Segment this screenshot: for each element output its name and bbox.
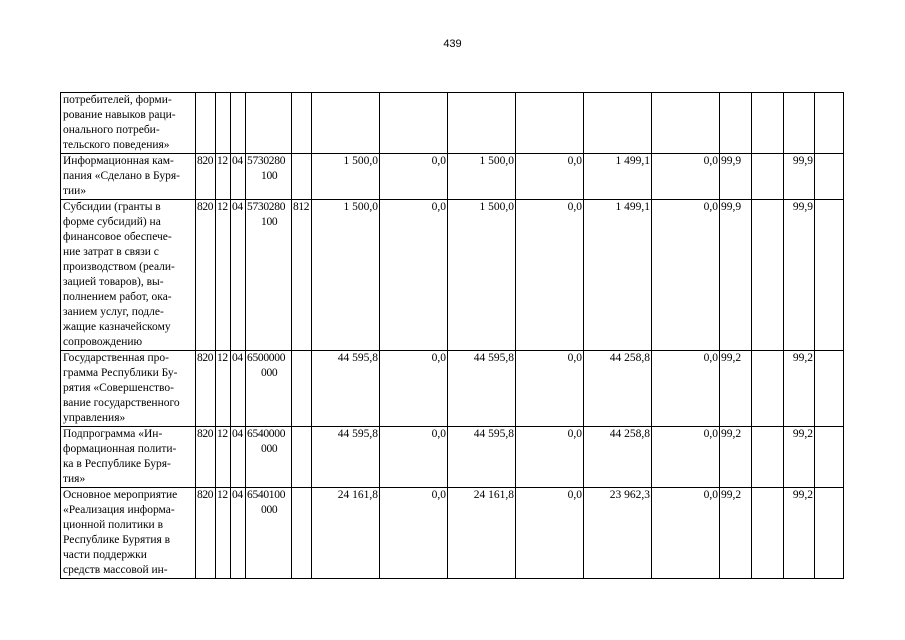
value-cell: 1 500,0 [312,154,380,200]
value-cell: 1 500,0 [448,200,516,351]
row-name-line: вание государственного [63,397,180,409]
table-row [61,488,844,579]
row-name-line: финансовое обеспече- [63,231,172,243]
expense-type-cell [292,427,312,488]
percent-cell: 99,2 [784,351,815,427]
row-name-line: тельского поведения» [63,139,170,151]
row-name-line: управления» [63,412,126,424]
value-cell: 23 962,3 [584,488,652,579]
row-name-line: зацией товаров), вы- [63,276,164,288]
section-cell: 12 [216,154,231,200]
value-cell: 1 499,1 [584,200,652,351]
grbs-cell: 820 [196,427,216,488]
target-article-code-suffix: 000 [261,443,278,455]
value-cell [448,93,516,154]
row-name-line: тия» [63,473,86,485]
percent-cell [784,93,815,154]
target-article-code: 5730280 [247,201,286,213]
percent-cell: 99,2 [720,351,752,427]
percent-cell: 99,9 [720,154,752,200]
expense-type-cell [292,93,312,154]
grbs-cell: 820 [196,488,216,579]
expense-type-cell: 812 [292,200,312,351]
target-article-code: 6540000 [247,428,286,440]
value-cell: 44 595,8 [312,351,380,427]
subsection-cell: 04 [231,351,246,427]
percent-cell [752,93,784,154]
value-cell: 0,0 [652,488,720,579]
row-name-line: средств массовой ин- [63,564,168,576]
value-cell: 0,0 [652,351,720,427]
value-cell: 0,0 [652,154,720,200]
section-cell [216,93,231,154]
value-cell: 0,0 [380,351,448,427]
page-number: 439 [443,38,462,50]
row-name-line: Государственная про- [63,352,170,364]
target-article-code-suffix: 000 [261,504,278,516]
row-name-line: форме субсидий) на [63,216,161,228]
row-name-line: части поддержки [63,549,147,561]
percent-cell [815,488,844,579]
percent-cell [752,351,784,427]
percent-cell [815,427,844,488]
expense-type-cell [292,488,312,579]
percent-cell [815,200,844,351]
percent-cell [752,427,784,488]
table-row [61,154,844,200]
target-article-code: 5730280 [247,155,286,167]
expense-type-cell [292,351,312,427]
value-cell: 0,0 [516,154,584,200]
value-cell: 0,0 [516,351,584,427]
percent-cell [752,488,784,579]
value-cell: 24 161,8 [448,488,516,579]
percent-cell [815,93,844,154]
target-article-cell [246,154,292,200]
row-name-line: производством (реали- [63,261,175,273]
value-cell: 0,0 [380,488,448,579]
row-name-line: сопровождению [63,336,143,348]
row-name-line: пания «Сделано в Буря- [63,170,180,182]
grbs-cell: 820 [196,351,216,427]
value-cell: 0,0 [380,200,448,351]
percent-cell [815,351,844,427]
subsection-cell [231,93,246,154]
value-cell: 44 595,8 [448,351,516,427]
subsection-cell: 04 [231,427,246,488]
subsection-cell: 04 [231,488,246,579]
percent-cell [815,154,844,200]
row-name-line: ционной политики в [63,519,164,531]
row-name-line: Информационная кам- [63,155,174,167]
row-name-line: полнением работ, ока- [63,291,172,303]
percent-cell: 99,2 [784,488,815,579]
target-article-cell [246,427,292,488]
table-body [61,93,844,579]
row-name-line: ка в Республике Буря- [63,458,171,470]
value-cell: 44 595,8 [448,427,516,488]
value-cell: 1 500,0 [312,200,380,351]
grbs-cell [196,93,216,154]
row-name-line: Подпрограмма «Ин- [63,428,163,440]
section-cell: 12 [216,200,231,351]
target-article-cell [246,351,292,427]
row-name-line: Основное мероприятие [63,489,178,501]
table-row [61,93,844,154]
percent-cell: 99,9 [784,200,815,351]
table-row [61,351,844,427]
section-cell: 12 [216,427,231,488]
row-name-line: Субсидии (гранты в [63,201,161,213]
value-cell: 24 161,8 [312,488,380,579]
row-name-line: рятия «Совершенство- [63,382,174,394]
value-cell: 0,0 [652,427,720,488]
value-cell: 0,0 [380,154,448,200]
row-name-cell [61,154,196,200]
value-cell: 0,0 [380,427,448,488]
subsection-cell: 04 [231,200,246,351]
value-cell: 1 500,0 [448,154,516,200]
expense-type-cell [292,154,312,200]
section-cell: 12 [216,488,231,579]
row-name-line: онального потреби- [63,124,160,136]
table-row [61,427,844,488]
row-name-line: тии» [63,185,87,197]
row-name-line: «Реализация информа- [63,504,175,516]
target-article-code: 6540100 [247,489,286,501]
target-article-code-suffix: 000 [261,367,278,379]
percent-cell: 99,9 [720,200,752,351]
percent-cell: 99,2 [720,427,752,488]
value-cell [584,93,652,154]
budget-table [60,92,844,579]
row-name-line: занием услуг, подле- [63,306,164,318]
row-name-cell [61,200,196,351]
target-article-code-suffix: 100 [261,170,278,182]
percent-cell: 99,9 [784,154,815,200]
value-cell: 44 595,8 [312,427,380,488]
percent-cell: 99,2 [784,427,815,488]
value-cell [516,93,584,154]
row-name-line: потребителей, форми- [63,94,172,106]
row-name-line: рование навыков раци- [63,109,176,121]
value-cell: 0,0 [516,200,584,351]
value-cell: 1 499,1 [584,154,652,200]
row-name-cell [61,427,196,488]
row-name-line: грамма Республики Бу- [63,367,178,379]
value-cell: 44 258,8 [584,427,652,488]
value-cell: 0,0 [516,427,584,488]
target-article-cell [246,93,292,154]
grbs-cell: 820 [196,154,216,200]
row-name-line: Республике Бурятия в [63,534,171,546]
row-name-line: ние затрат в связи с [63,246,159,258]
value-cell: 0,0 [652,200,720,351]
percent-cell [752,154,784,200]
row-name-cell [61,488,196,579]
value-cell [380,93,448,154]
target-article-code-suffix: 100 [261,216,278,228]
table-row [61,200,844,351]
row-name-cell [61,93,196,154]
percent-cell [720,93,752,154]
row-name-cell [61,351,196,427]
grbs-cell: 820 [196,200,216,351]
value-cell: 44 258,8 [584,351,652,427]
percent-cell [752,200,784,351]
value-cell [652,93,720,154]
section-cell: 12 [216,351,231,427]
percent-cell: 99,2 [720,488,752,579]
value-cell [312,93,380,154]
target-article-cell [246,488,292,579]
row-name-line: формационная полити- [63,443,177,455]
target-article-cell [246,200,292,351]
target-article-code: 6500000 [247,352,286,364]
value-cell: 0,0 [516,488,584,579]
row-name-line: жащие казначейскому [63,321,171,333]
subsection-cell: 04 [231,154,246,200]
